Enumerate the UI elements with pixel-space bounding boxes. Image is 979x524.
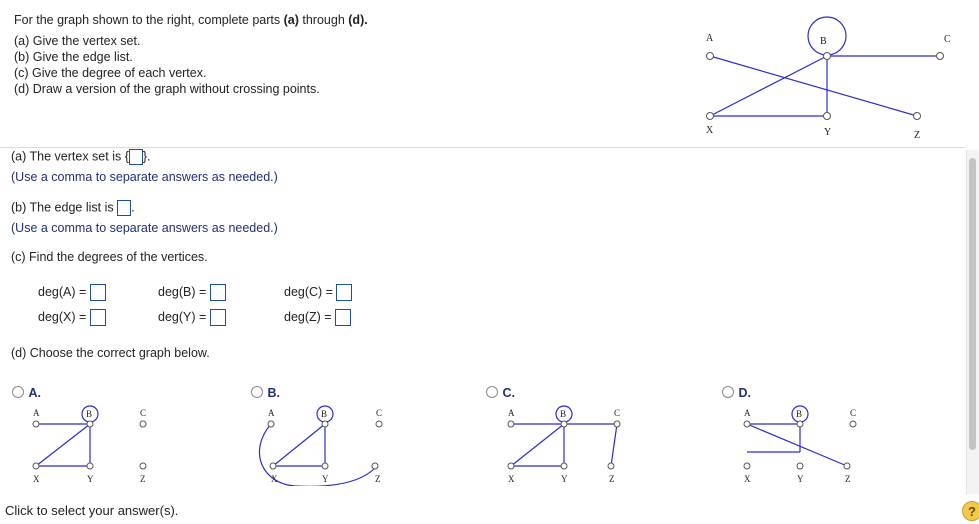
edge-list-input[interactable] [117, 200, 131, 216]
option-b-radio[interactable] [251, 386, 263, 398]
label-z: Z [140, 474, 146, 484]
deg-c-input[interactable] [336, 284, 352, 301]
node-b [87, 421, 93, 427]
label-y: Y [322, 474, 329, 484]
node-x [508, 463, 514, 469]
main-graph [690, 12, 960, 142]
part-a-row [11, 149, 151, 165]
label-x: X [508, 474, 515, 484]
deg-z-row [284, 309, 351, 326]
part-b-hint: (Use a comma to separate answers as needed.) [11, 221, 278, 235]
edge-b-x [273, 424, 325, 466]
label-a: A [268, 408, 275, 418]
node-y [561, 463, 567, 469]
node-y [322, 463, 328, 469]
node-a [707, 53, 714, 60]
node-y [824, 113, 831, 120]
deg-c-label: deg(C) = [284, 284, 333, 299]
label-z: Z [845, 474, 851, 484]
option-a-graph[interactable] [22, 402, 172, 486]
deg-z-label: deg(Z) = [284, 309, 332, 324]
node-z [372, 463, 378, 469]
label-z: Z [914, 130, 921, 141]
label-x: X [706, 125, 714, 136]
node-c [850, 421, 856, 427]
deg-c-row [284, 284, 352, 301]
part-d-label: (d) Choose the correct graph below. [11, 346, 210, 360]
label-c: C [944, 34, 951, 45]
label-c: C [614, 408, 621, 418]
part-a-label: (a) The vertex set is { [11, 149, 129, 164]
deg-y-input[interactable] [210, 309, 226, 326]
option-d[interactable] [722, 384, 751, 402]
option-b[interactable] [251, 384, 280, 402]
label-a: A [706, 33, 714, 44]
label-y: Y [561, 474, 568, 484]
option-a-label: A. [28, 386, 41, 400]
node-x [707, 113, 714, 120]
loop-b [808, 17, 846, 55]
option-d-graph[interactable] [733, 402, 883, 486]
node-a [508, 421, 514, 427]
option-c-radio[interactable] [486, 386, 498, 398]
part-b-label: (b) The edge list is [11, 200, 114, 215]
scrollbar-thumb[interactable] [969, 158, 976, 450]
node-x [744, 463, 750, 469]
deg-y-label: deg(Y) = [158, 309, 207, 324]
deg-a-label: deg(A) = [38, 284, 87, 299]
label-b: B [321, 409, 328, 419]
node-b [322, 421, 328, 427]
label-z: Z [375, 474, 381, 484]
question-part-c: (c) Give the degree of each vertex. [14, 66, 207, 80]
option-a-radio[interactable] [12, 386, 24, 398]
node-b [824, 53, 831, 60]
node-z [608, 463, 614, 469]
status-text: Click to select your answer(s). [5, 503, 179, 518]
node-z [140, 463, 146, 469]
deg-a-row [38, 284, 106, 301]
option-c[interactable] [486, 384, 515, 402]
node-c [140, 421, 146, 427]
node-c [376, 421, 382, 427]
option-b-label: B. [267, 386, 280, 400]
node-b [797, 421, 803, 427]
label-b: B [86, 409, 93, 419]
label-c: C [850, 408, 857, 418]
vertex-set-input[interactable] [129, 149, 143, 165]
question-part-b: (b) Give the edge list. [14, 50, 133, 64]
option-c-label: C. [502, 386, 515, 400]
part-a-hint: (Use a comma to separate answers as needed.) [11, 170, 278, 184]
deg-x-label: deg(X) = [38, 309, 87, 324]
option-c-graph[interactable] [497, 402, 647, 486]
node-a [744, 421, 750, 427]
option-a[interactable] [12, 384, 41, 402]
label-c: C [140, 408, 147, 418]
question-intro: For the graph shown to the right, complete parts (a) through (d). [14, 13, 368, 27]
deg-b-label: deg(B) = [158, 284, 207, 299]
deg-y-row [158, 309, 226, 326]
label-b: B [820, 36, 827, 47]
edge-b-x [710, 56, 827, 116]
node-z [844, 463, 850, 469]
option-b-graph[interactable] [255, 402, 405, 486]
node-y [797, 463, 803, 469]
label-a: A [744, 408, 751, 418]
label-y: Y [824, 127, 832, 138]
edge-a-z [747, 424, 847, 466]
question-part-d: (d) Draw a version of the graph without crossing points. [14, 82, 320, 96]
deg-b-row [158, 284, 226, 301]
part-b-row [11, 200, 135, 216]
node-c [937, 53, 944, 60]
deg-x-row [38, 309, 106, 326]
node-b [561, 421, 567, 427]
node-x [33, 463, 39, 469]
node-z [914, 113, 921, 120]
deg-b-input[interactable] [210, 284, 226, 301]
option-d-label: D. [738, 386, 751, 400]
label-x: X [33, 474, 40, 484]
label-y: Y [797, 474, 804, 484]
label-b: B [560, 409, 567, 419]
edge-a-z [710, 56, 917, 116]
edge-b-x [511, 424, 564, 466]
question-parts [14, 33, 320, 97]
divider [0, 147, 965, 148]
node-c [614, 421, 620, 427]
deg-z-input[interactable] [335, 309, 351, 326]
part-b-suffix: . [131, 200, 135, 215]
question-part-a: (a) Give the vertex set. [14, 34, 141, 48]
label-x: X [744, 474, 751, 484]
help-icon[interactable]: ? [962, 501, 979, 521]
option-d-radio[interactable] [722, 386, 734, 398]
label-a: A [33, 408, 40, 418]
node-x [270, 463, 276, 469]
edge-b-x [36, 424, 90, 466]
node-y [87, 463, 93, 469]
label-x: X [271, 474, 278, 484]
deg-x-input[interactable] [90, 309, 106, 326]
label-z: Z [609, 474, 615, 484]
label-a: A [508, 408, 515, 418]
node-a [33, 421, 39, 427]
part-c-label: (c) Find the degrees of the vertices. [11, 250, 208, 264]
node-a [268, 421, 274, 427]
label-c: C [376, 408, 383, 418]
deg-a-input[interactable] [90, 284, 106, 301]
label-b: B [796, 409, 803, 419]
edge-c-z [611, 424, 617, 466]
label-y: Y [87, 474, 94, 484]
part-a-suffix: }. [142, 149, 151, 164]
